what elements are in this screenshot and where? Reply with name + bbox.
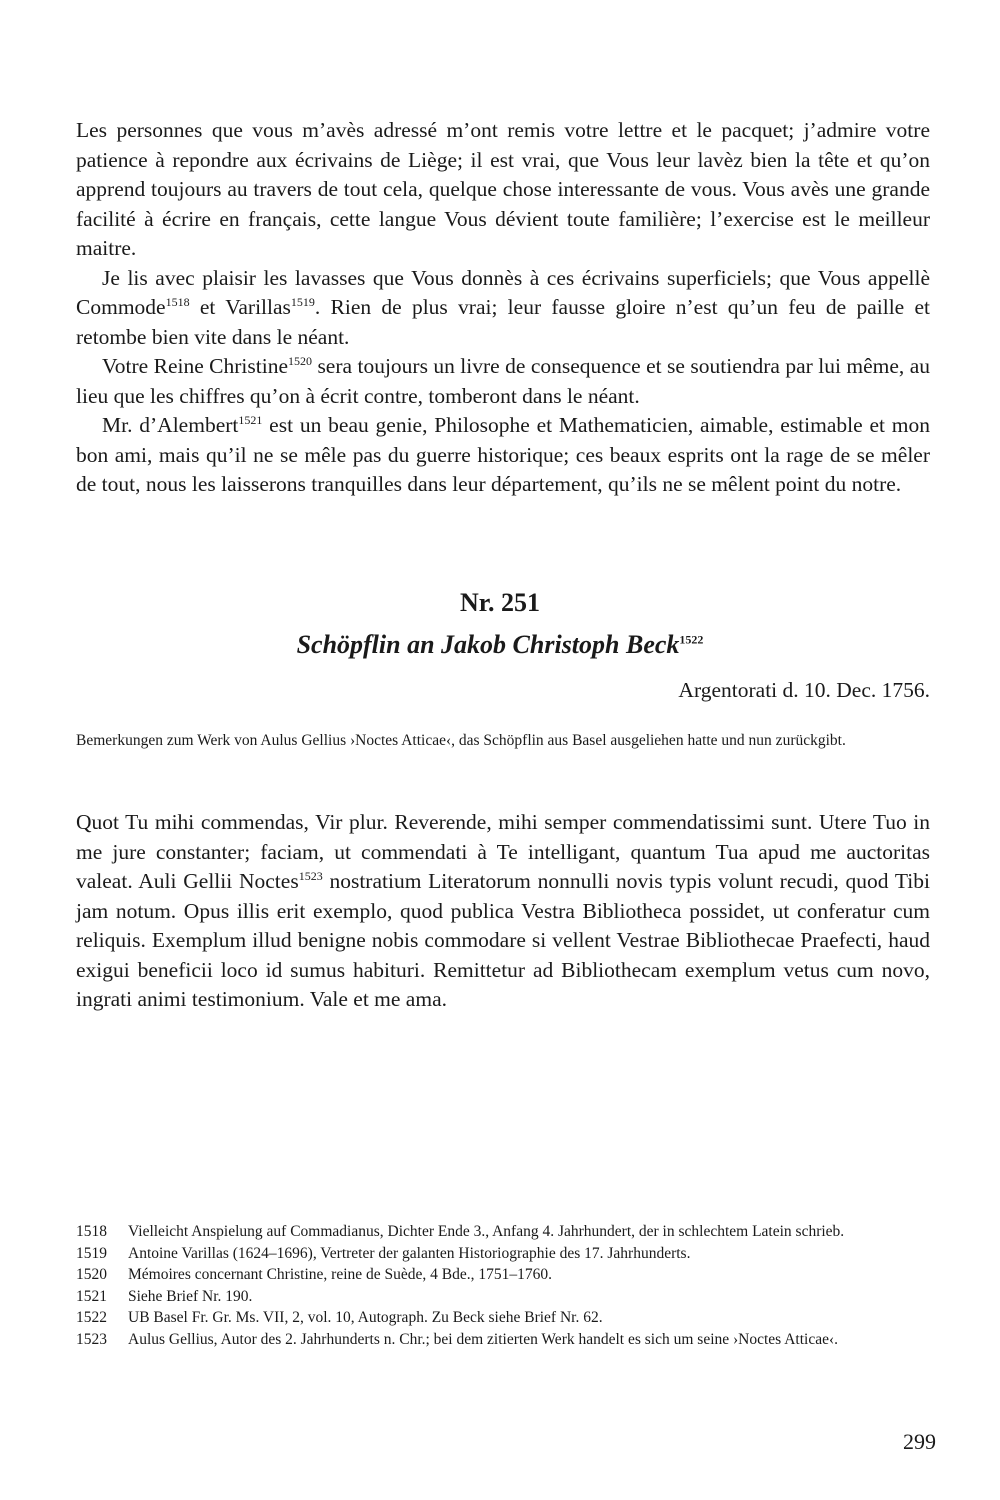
letter-date: Argentorati d. 10. Dec. 1756. bbox=[678, 678, 930, 702]
letter-body-paragraph bbox=[76, 808, 930, 1015]
footnotes-section bbox=[76, 1221, 934, 1350]
footnote-text: Aulus Gellius, Autor des 2. Jahrhunderts n. Chr.; bei dem zitierten Werk handelt es sich um seine ›Noctes Atticae‹. bbox=[128, 1330, 839, 1348]
paragraph-4-text-a: Mr. d’Alembert bbox=[102, 413, 239, 437]
footnote-number: 1520 bbox=[76, 1266, 107, 1283]
paragraph-2 bbox=[76, 264, 930, 353]
previous-letter-text bbox=[76, 116, 930, 500]
footnote-ref-1523[interactable]: 1523 bbox=[298, 868, 323, 883]
paragraph-3-text-a: Votre Reine Christine bbox=[102, 354, 289, 378]
paragraph-2-text-a: Je lis avec plaisir les lavasses que Vous donnès à ces écrivains superficiels; que Vous appellè Commode bbox=[76, 265, 930, 319]
footnote-number: 1521 bbox=[76, 1287, 107, 1305]
paragraph-3 bbox=[76, 352, 930, 411]
footnote-ref-1518[interactable]: 1518 bbox=[165, 294, 190, 309]
letter-title-text: Schöpflin an Jakob Christoph Beck bbox=[296, 630, 680, 659]
page-number: 299 bbox=[903, 1429, 936, 1454]
letter-number-heading: Nr. 251 bbox=[460, 588, 540, 617]
footnote-ref-1519[interactable]: 1519 bbox=[290, 294, 315, 309]
paragraph-1: Les personnes que vous m’avès adressé m’ont remis votre lettre et le pacquet; j’admire votre patience à repondre aux écrivains de Liège; il est vrai, que Vous leur lavèz bien la tête et qu’on apprend toujours au travers de tout cela, quelque chose interessante de vous. Vous avès une grande facilité à écrire en français, cette langue Vous dévient toute familière; l’exercise est le meilleur maitre. bbox=[76, 118, 930, 260]
footnote-item bbox=[76, 1307, 934, 1329]
footnote-item bbox=[76, 1221, 934, 1243]
footnote-number: 1523 bbox=[76, 1330, 107, 1348]
footnote-number: 1518 bbox=[76, 1223, 107, 1240]
paragraph-4 bbox=[76, 411, 930, 500]
paragraph-2-text-b: et Varillas bbox=[189, 295, 291, 319]
footnote-text: Antoine Varillas (1624–1696), Vertreter der galanten Historiographie des 17. Jahrhunderts. bbox=[128, 1244, 691, 1262]
footnote-item bbox=[76, 1286, 934, 1308]
footnote-ref-1522[interactable]: 1522 bbox=[679, 632, 704, 647]
paragraph-3-text-b: sera toujours un livre de consequence et se soutiendra par lui même, au lieu que les chiffres qu’on à écrit contre, tomberont dans le néant. bbox=[76, 354, 930, 408]
footnote-text: Siehe Brief Nr. 190. bbox=[128, 1287, 253, 1305]
footnote-text: Mémoires concernant Christine, reine de Suède, 4 Bde., 1751–1760. bbox=[128, 1266, 552, 1283]
footnote-text: UB Basel Fr. Gr. Ms. VII, 2, vol. 10, Autograph. Zu Beck siehe Brief Nr. 62. bbox=[128, 1309, 603, 1326]
footnote-number: 1522 bbox=[76, 1309, 107, 1326]
letter-body-text-a: Quot Tu mihi commendas, Vir plur. Reverende, mihi semper commendatissimi sunt. Utere Tuo in me jure constanter; faciam, ut commendati à Te intelligant, quantum Tua apud me auctoritas valeat. Auli Gellii Noctes bbox=[76, 810, 930, 893]
footnote-ref-1521[interactable]: 1521 bbox=[238, 412, 263, 427]
letter-body bbox=[76, 808, 930, 1015]
footnote-number: 1519 bbox=[76, 1244, 107, 1262]
footnote-item bbox=[76, 1264, 934, 1286]
footnote-text: Vielleicht Anspielung auf Commadianus, Dichter Ende 3., Anfang 4. Jahrhundert, der in schlechtem Latein schrieb. bbox=[128, 1223, 845, 1240]
letter-title bbox=[0, 630, 1000, 660]
paragraph-2-text-c: . Rien de plus vrai; leur fausse gloire n’est qu’un feu de paille et retombe bien vite dans le néant. bbox=[76, 295, 930, 349]
footnote-item bbox=[76, 1243, 934, 1265]
footnote-ref-1520[interactable]: 1520 bbox=[288, 353, 313, 368]
paragraph-4-text-b: est un beau genie, Philosophe et Mathematicien, aimable, estimable et mon bon ami, mais qu’il ne se mêle pas du guerre historique; ces beaux esprits ont la rage de se mêler de tout, nous les laisserons tranquilles dans leur département, qu’ils ne se mêlent point du notre. bbox=[76, 413, 930, 496]
letter-body-text-b: nostratium Literatorum nonnulli novis typis volunt recudi, quod Tibi jam notum. Opus illis erit exemplo, quod publica Vestra Bibliotheca possidet, ut conferatur cum reliquis. Exemplum illud benigne nobis commodare si vellent Vestrae Bibliothecae Praefecti, haud exigui beneficii loco id sumus habituri. Remittetur ad Bibliothecam exemplum vetus cum novo, ingrati animi testimonium. Vale et me ama. bbox=[76, 869, 930, 1011]
letter-summary: Bemerkungen zum Werk von Aulus Gellius ›Noctes Atticae‹, das Schöpflin aus Basel ausgeliehen hatte und nun zurückgibt. bbox=[76, 732, 846, 749]
footnote-item bbox=[76, 1329, 934, 1351]
